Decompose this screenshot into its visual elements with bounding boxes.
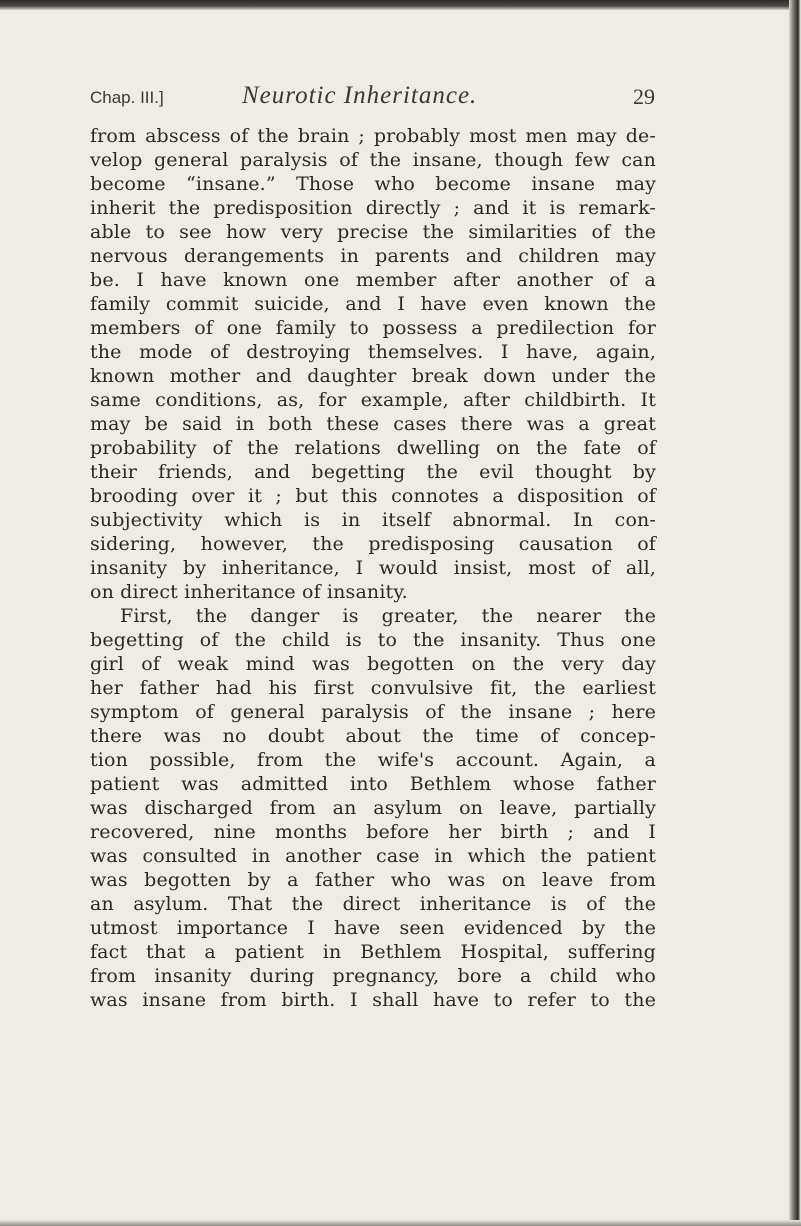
text-line: fact that a patient in Bethlem Hospital, suffering bbox=[90, 941, 656, 963]
text-line: begetting of the child is to the insanity. Thus one bbox=[90, 629, 656, 651]
text-line: was insane from birth. I shall have to refer to the bbox=[90, 989, 656, 1011]
text-line: velop general paralysis of the insane, though few can bbox=[90, 149, 656, 171]
text-line: become “insane.” Those who become insane may bbox=[90, 173, 656, 195]
text-line: members of one family to possess a predilection for bbox=[90, 317, 656, 339]
page-top-edge bbox=[0, 0, 801, 10]
chapter-label: Chap. III.] bbox=[90, 88, 164, 107]
text-line: her father had his first convulsive fit, the earliest bbox=[90, 677, 656, 699]
text-line: subjectivity which is in itself abnormal. In con- bbox=[90, 509, 656, 531]
text-line: nervous derangements in parents and children may bbox=[90, 245, 656, 267]
text-line: known mother and daughter break down under the bbox=[90, 365, 656, 387]
text-line: utmost importance I have seen evidenced by the bbox=[90, 917, 656, 939]
text-line: patient was admitted into Bethlem whose father bbox=[90, 773, 656, 795]
text-line: their friends, and begetting the evil thought by bbox=[90, 461, 656, 483]
text-line: there was no doubt about the time of concep- bbox=[90, 725, 656, 747]
text-line: from insanity during pregnancy, bore a child who bbox=[90, 965, 656, 987]
body-text bbox=[90, 124, 656, 1012]
text-line: girl of weak mind was begotten on the very day bbox=[90, 653, 656, 675]
text-line: same conditions, as, for example, after childbirth. It bbox=[90, 389, 656, 411]
text-line: the mode of destroying themselves. I have, again, bbox=[90, 341, 656, 363]
text-line: able to see how very precise the similarities of the bbox=[90, 221, 656, 243]
text-line: First, the danger is greater, the nearer the bbox=[120, 605, 656, 627]
text-line: recovered, nine months before her birth ; and I bbox=[90, 821, 656, 843]
running-header bbox=[90, 78, 655, 118]
text-line: may be said in both these cases there was a great bbox=[90, 413, 656, 435]
text-line: tion possible, from the wife's account. Again, a bbox=[90, 749, 656, 771]
text-line: insanity by inheritance, I would insist, most of all, bbox=[90, 557, 656, 579]
text-line: probability of the relations dwelling on the fate of bbox=[90, 437, 656, 459]
text-line: family commit suicide, and I have even known the bbox=[90, 293, 656, 315]
page-number: 29 bbox=[633, 84, 655, 109]
text-line: inherit the predisposition directly ; and it is remark- bbox=[90, 197, 656, 219]
text-line: on direct inheritance of insanity. bbox=[90, 581, 408, 603]
page-bottom-edge bbox=[0, 1220, 801, 1226]
text-line: be. I have known one member after another of a bbox=[90, 269, 656, 291]
text-line: symptom of general paralysis of the insane ; here bbox=[90, 701, 656, 723]
page-right-edge bbox=[789, 0, 801, 1226]
text-line: from abscess of the brain ; probably most men may de- bbox=[90, 125, 656, 147]
text-line: an asylum. That the direct inheritance is of the bbox=[90, 893, 656, 915]
text-line: was begotten by a father who was on leave from bbox=[90, 869, 656, 891]
text-line: brooding over it ; but this connotes a disposition of bbox=[90, 485, 656, 507]
running-title: Neurotic Inheritance. bbox=[242, 82, 478, 109]
text-line: sidering, however, the predisposing causation of bbox=[90, 533, 656, 555]
text-line: was consulted in another case in which the patient bbox=[90, 845, 656, 867]
text-line: was discharged from an asylum on leave, partially bbox=[90, 797, 656, 819]
